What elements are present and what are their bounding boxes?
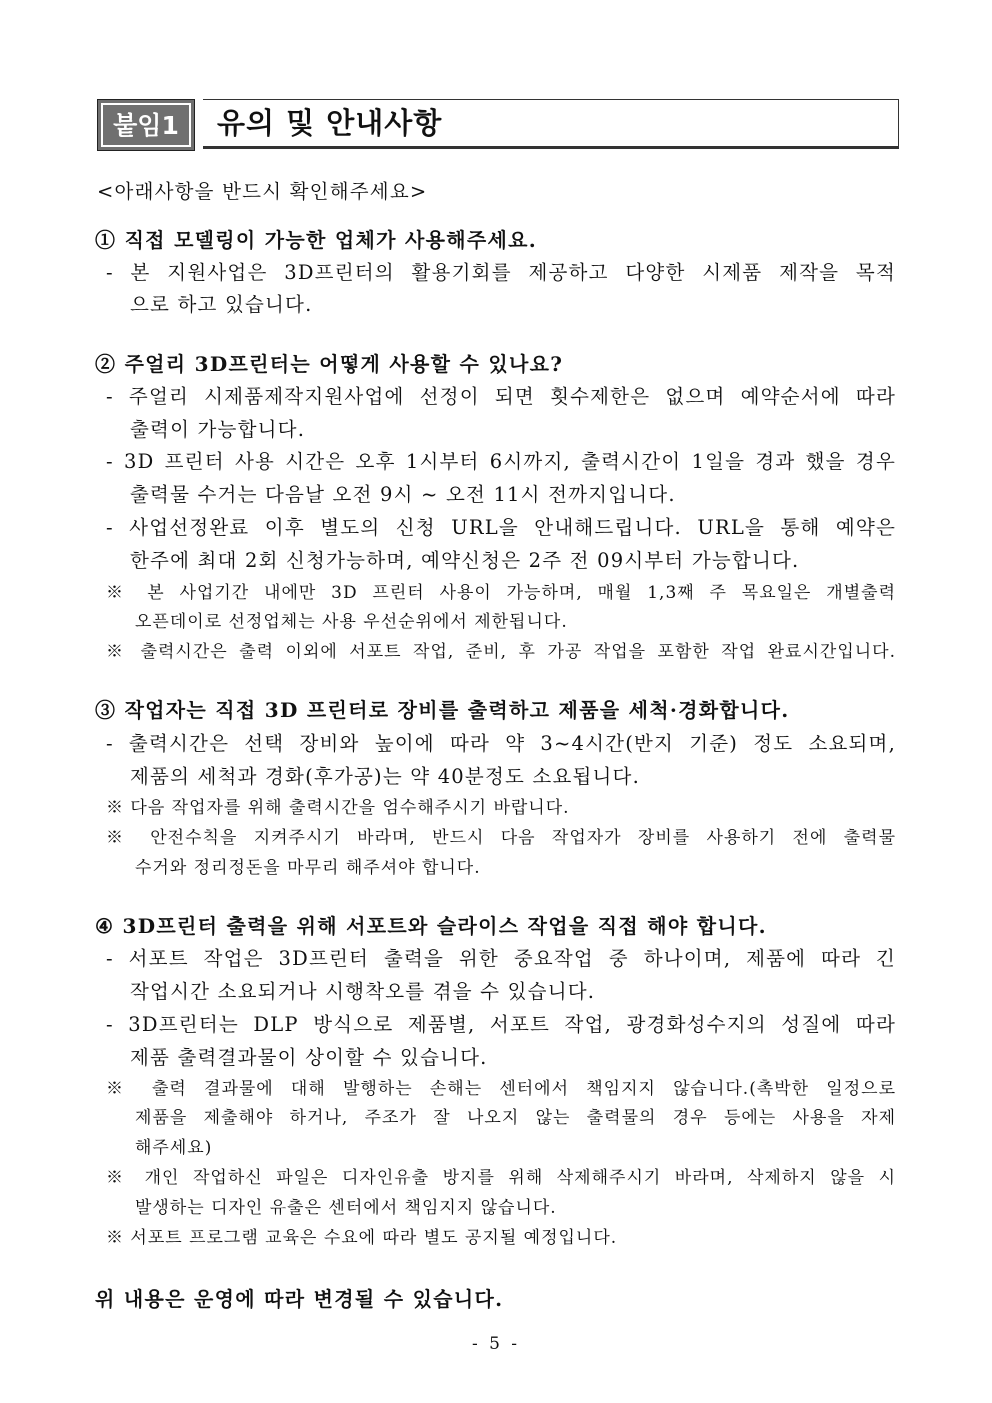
section-2-line-3: - 3D 프린터 사용 시간은 오후 1시부터 6시까지, 출력시간이 1일을 경과 했을 경우 [106, 450, 896, 473]
section-2-line-1: - 주얼리 시제품제작지원사업에 선정이 되면 횟수제한은 없으며 예약순서에 따라 [106, 385, 896, 408]
page-title: 유의 및 안내사항 [217, 106, 443, 140]
section-3-note-2-cont: 수거와 정리정돈을 마무리 해주셔야 합니다. [135, 858, 481, 878]
section-4-note-2-cont: 발생하는 디자인 유출은 센터에서 책임지지 않습니다. [135, 1198, 557, 1218]
page-header [97, 99, 899, 151]
section-4-note-1: ※ 출력 결과물에 대해 발행하는 손해는 센터에서 책임지지 않습니다.(촉박한 일정으로 [106, 1079, 896, 1099]
section-1-line-2: 으로 하고 있습니다. [130, 293, 313, 316]
section-4-note-2: ※ 개인 작업하신 파일은 디자인유출 방지를 위해 삭제해주시기 바라며, 삭제하지 않을 시 [106, 1168, 896, 1188]
attachment-tag [97, 99, 195, 151]
section-4-line-4: 제품 출력결과물이 상이할 수 있습니다. [130, 1046, 488, 1069]
section-4-note-3: ※ 서포트 프로그램 교육은 수요에 따라 별도 공지될 예정입니다. [106, 1228, 618, 1248]
section-2-line-6: 한주에 최대 2회 신청가능하며, 예약신청은 2주 전 09시부터 가능합니다. [130, 549, 800, 572]
section-1-line-1: - 본 지원사업은 3D프린터의 활용기회를 제공하고 다양한 시제품 제작을 목적 [106, 261, 896, 284]
section-4-heading: ④ 3D프린터 출력을 위해 서포트와 슬라이스 작업을 직접 해야 합니다. [95, 914, 767, 938]
title-box [203, 99, 899, 149]
intro-notice: <아래사항을 반드시 확인해주세요> [97, 180, 428, 203]
attachment-tag-label: 붙임1 [101, 103, 191, 147]
section-4-note-1-cont-2: 해주세요) [135, 1138, 213, 1158]
section-4-line-3: - 3D프린터는 DLP 방식으로 제품별, 서포트 작업, 광경화성수지의 성질에 따라 [106, 1013, 896, 1036]
page-number: - 5 - [471, 1334, 521, 1354]
section-4-note-1-cont: 제품을 제출해야 하거나, 주조가 잘 나오지 않는 출력물의 경우 등에는 사용을 자제 [135, 1108, 896, 1128]
section-2-line-2: 출력이 가능합니다. [130, 418, 306, 441]
section-3-note-2: ※ 안전수칙을 지켜주시기 바라며, 반드시 다음 작업자가 장비를 사용하기 전에 출력물 [106, 828, 896, 848]
section-3-line-1: - 출력시간은 선택 장비와 높이에 따라 약 3~4시간(반지 기준) 정도 소요되며, [106, 732, 896, 755]
section-2-line-5: - 사업선정완료 이후 별도의 신청 URL을 안내해드립니다. URL을 통해 예약은 [106, 516, 896, 539]
section-2-heading: ② 주얼리 3D프린터는 어떻게 사용할 수 있나요? [95, 352, 564, 376]
section-3-heading: ③ 작업자는 직접 3D 프린터로 장비를 출력하고 제품을 세척·경화합니다. [95, 698, 790, 722]
section-4-line-1: - 서포트 작업은 3D프린터 출력을 위한 중요작업 중 하나이며, 제품에 따라 긴 [106, 947, 896, 970]
section-3-note-1: ※ 다음 작업자를 위해 출력시간을 엄수해주시기 바랍니다. [106, 798, 570, 818]
section-1-heading: ① 직접 모델링이 가능한 업체가 사용해주세요. [95, 228, 538, 252]
section-2-note-2: ※ 출력시간은 출력 이외에 서포트 작업, 준비, 후 가공 작업을 포함한 작업 완료시간입니다. [106, 642, 896, 662]
closing-note: 위 내용은 운영에 따라 변경될 수 있습니다. [95, 1287, 504, 1311]
section-4-line-2: 작업시간 소요되거나 시행착오를 겪을 수 있습니다. [130, 980, 596, 1003]
section-2-note-1: ※ 본 사업기간 내에만 3D 프린터 사용이 가능하며, 매월 1,3째 주 목요일은 개별출력 [106, 583, 896, 603]
section-2-line-4: 출력물 수거는 다음날 오전 9시 ~ 오전 11시 전까지입니다. [130, 483, 676, 506]
section-2-note-1-cont: 오픈데이로 선정업체는 사용 우선순위에서 제한됩니다. [135, 612, 568, 632]
section-3-line-2: 제품의 세척과 경화(후가공)는 약 40분정도 소요됩니다. [130, 765, 640, 788]
